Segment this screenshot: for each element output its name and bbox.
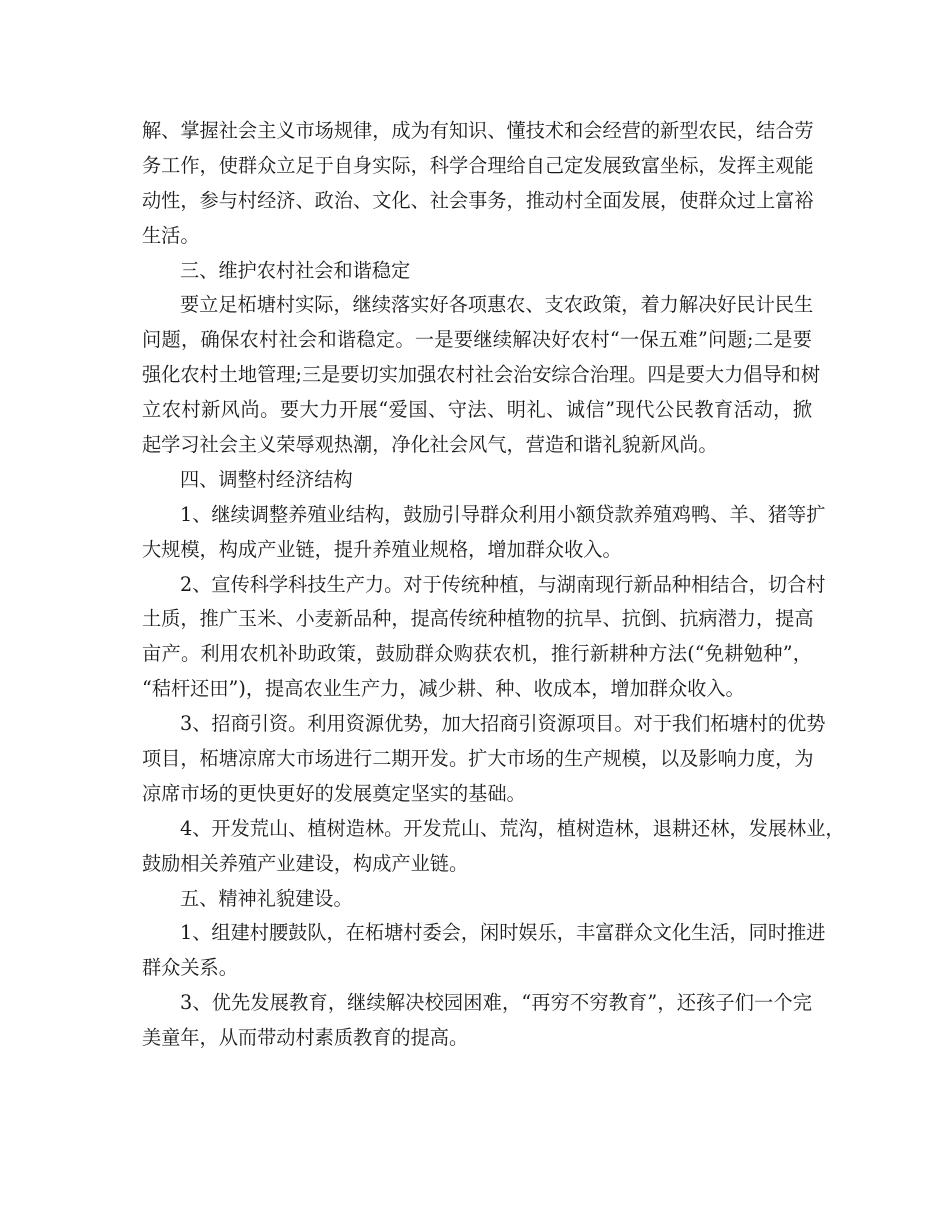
text-line: 项目，柘塘凉席大市场进行二期开发。扩大市场的生产规模，以及影响力度，为 bbox=[142, 747, 814, 771]
text-line: 立农村新风尚。要大力开展“爱国、守法、明礼、诚信”现代公民教育活动，掀 bbox=[142, 398, 812, 422]
text-line: 4、开发荒山、植树造林。开发荒山、荒沟，植树造林，退耕还林，发展林业， bbox=[180, 816, 845, 840]
text-line: 问题，确保农村社会和谐稳定。一是要继续解决好农村“一保五难”问题;二是要 bbox=[142, 328, 812, 352]
text-line: 务工作，使群众立足于自身实际，科学合理给自己定发展致富坐标，发挥主观能 bbox=[142, 153, 814, 177]
text-line: 鼓励相关养殖产业建设，构成产业链。 bbox=[142, 851, 469, 875]
text-line: 3、招商引资。利用资源优势，加大招商引资源项目。对于我们柘塘村的优势 bbox=[180, 712, 826, 736]
text-line: 三、维护农村社会和谐稳定 bbox=[180, 258, 411, 282]
text-line: 解、掌握社会主义市场规律，成为有知识、懂技术和会经营的新型农民，结合劳 bbox=[142, 119, 814, 142]
text-line: 群众关系。 bbox=[142, 956, 238, 980]
text-line: 1、继续调整养殖业结构，鼓励引导群众利用小额贷款养殖鸡鸭、羊、猪等扩 bbox=[180, 502, 826, 526]
document-page bbox=[142, 114, 845, 1056]
text-line: 3、优先发展教育，继续解决校园困难，“再穷不穷教育”，还孩子们一个完 bbox=[180, 991, 812, 1015]
text-line: 美童年，从而带动村素质教育的提高。 bbox=[142, 1026, 469, 1050]
text-line: 凉席市场的更快更好的发展奠定坚实的基础。 bbox=[142, 781, 526, 805]
text-line: 2、宣传科学科技生产力。对于传统种植，与湖南现行新品种相结合，切合村 bbox=[180, 572, 826, 596]
text-line: 土质，推广玉米、小麦新品种，提高传统种植物的抗旱、抗倒、抗病潜力，提高 bbox=[142, 607, 814, 631]
text-line: 亩产。利用农机补助政策，鼓励群众购获农机，推行新耕种方法(“免耕勉种”， bbox=[142, 642, 812, 666]
text-line: 大规模，构成产业链，提升养殖业规格，增加群众收入。 bbox=[142, 537, 622, 561]
text-line: 强化农村土地管理;三是要切实加强农村社会治安综合治理。四是要大力倡导和树 bbox=[142, 363, 821, 387]
text-line: 四、调整村经济结构 bbox=[180, 467, 353, 491]
text-line: 要立足柘塘村实际，继续落实好各项惠农、支农政策，着力解决好民计民生 bbox=[180, 293, 814, 317]
text-line: 起学习社会主义荣辱观热潮，净化社会风气，营造和谐礼貌新风尚。 bbox=[142, 433, 718, 457]
text-line: 动性，参与村经济、政治、文化、社会事务，推动村全面发展，使群众过上富裕 bbox=[142, 188, 814, 212]
text-line: 五、精神礼貌建设。 bbox=[180, 886, 353, 910]
text-line: “秸杆还田”)，提高农业生产力，减少耕、种、收成本，增加群众收入。 bbox=[142, 677, 745, 701]
text-line: 生活。 bbox=[142, 223, 200, 247]
text-line: 1、组建村腰鼓队，在柘塘村委会，闲时娱乐，丰富群众文化生活，同时推进 bbox=[180, 921, 826, 945]
